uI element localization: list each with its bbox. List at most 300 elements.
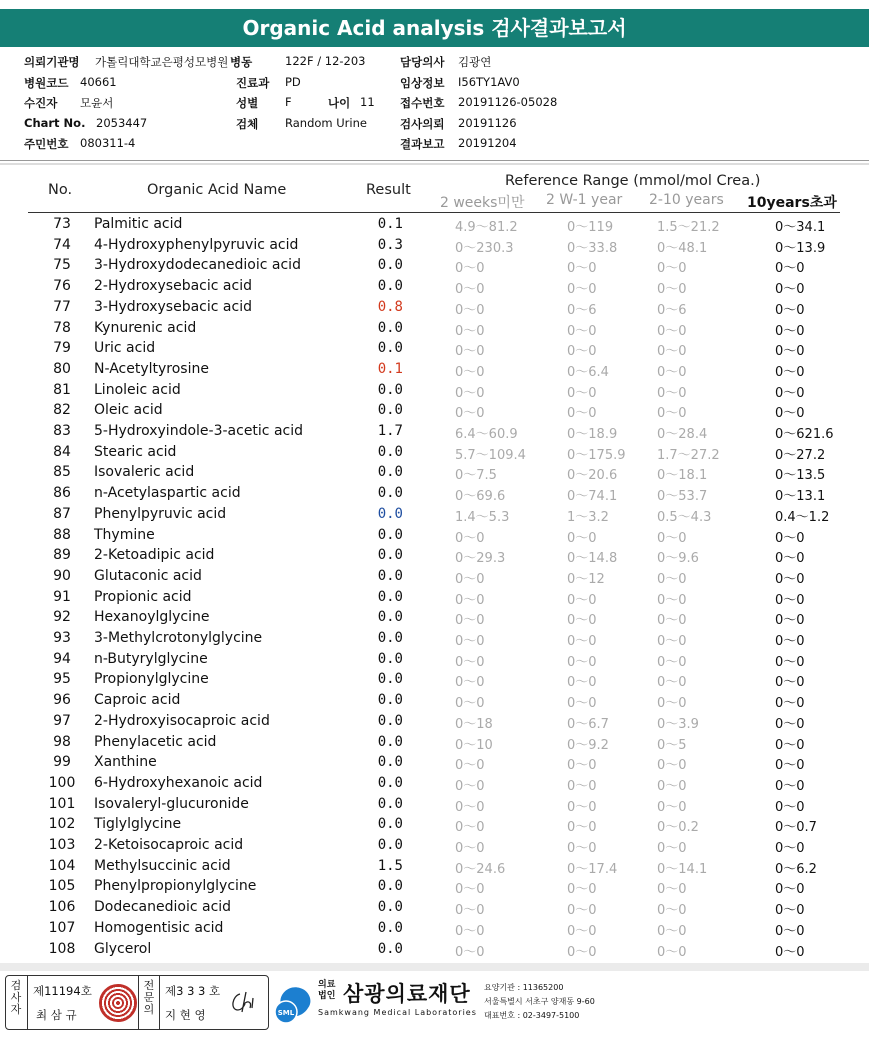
row-result: 0.0 — [377, 340, 403, 357]
range-2w: 0～7.5 — [455, 468, 497, 484]
range-1y: 0～0 — [567, 323, 597, 339]
examiner-id: 제11194호 — [33, 984, 92, 998]
row-result: 0.0 — [377, 485, 403, 502]
lab-name-text: 삼광의료재단 — [343, 982, 471, 1006]
info-label: 담당의사 — [400, 55, 445, 69]
range-1y: 0～0 — [567, 696, 597, 712]
contact-address: 서울특별시 서초구 양재동 9-60 — [484, 997, 595, 1006]
range-10y: 0～0 — [657, 654, 687, 670]
range-10y: 0～0 — [657, 882, 687, 898]
table-row — [0, 837, 869, 858]
row-result: 1.5 — [377, 857, 403, 874]
row-name: 2-Hydroxyisocaproic acid — [94, 712, 270, 729]
range-2w: 0～24.6 — [455, 861, 506, 877]
info-value: 2053447 — [96, 116, 148, 130]
table-row — [0, 506, 869, 527]
row-no: 106 — [48, 899, 76, 916]
range-10y: 1.5～21.2 — [657, 220, 720, 235]
row-no: 82 — [53, 402, 71, 419]
row-no: 79 — [53, 340, 71, 357]
info-value: 122F / 12-203 — [285, 54, 366, 68]
range-10y: 0～0 — [657, 903, 687, 919]
range-1y: 0～0 — [567, 344, 597, 360]
row-name: N-Acetyltyrosine — [94, 360, 209, 377]
row-no: 76 — [53, 278, 71, 295]
table-row — [0, 858, 869, 879]
range-10y-plus: 0～0 — [775, 323, 805, 339]
range-1y: 0～33.8 — [567, 240, 618, 256]
range-10y: 0～0 — [657, 799, 687, 815]
range-2w: 0～10 — [455, 737, 493, 753]
row-result: 0.0 — [377, 899, 403, 916]
range-2w: 0～0 — [455, 302, 485, 318]
header-reference: Reference Range (mmol/mol Crea.) — [505, 173, 761, 189]
row-result: 0.0 — [377, 837, 403, 853]
range-10y-plus: 0～34.1 — [775, 220, 826, 235]
row-no: 91 — [53, 588, 71, 605]
contact-phone: 대표번호 : 02-3497-5100 — [484, 1011, 580, 1020]
row-name: Propionic acid — [94, 588, 192, 605]
range-10y-plus: 0～0 — [775, 944, 805, 960]
range-10y: 0～0 — [657, 364, 687, 380]
table-row — [0, 257, 869, 278]
range-10y-plus: 0～0 — [775, 737, 805, 753]
row-no: 85 — [53, 464, 71, 481]
table-row — [0, 402, 869, 423]
row-no: 77 — [53, 298, 71, 315]
row-result: 0.0 — [377, 257, 403, 274]
range-10y: 0～0 — [657, 592, 687, 608]
table-row — [0, 651, 869, 672]
row-name: Phenylacetic acid — [94, 733, 217, 750]
header-range-3: 2-10 years — [649, 192, 724, 208]
info-label: 결과보고 — [400, 137, 445, 151]
range-2w: 0～0 — [455, 344, 485, 360]
info-label: 진료과 — [236, 76, 270, 90]
range-10y-plus: 0～0 — [775, 799, 805, 815]
table-row — [0, 796, 869, 817]
row-result: 0.0 — [377, 464, 403, 481]
range-1y: 0～0 — [567, 282, 597, 298]
row-no: 94 — [53, 650, 71, 667]
range-10y-plus: 0～0 — [775, 675, 805, 691]
examiner-label: 검사자 — [10, 979, 22, 1016]
range-10y-plus: 0～0 — [775, 716, 805, 732]
range-1y: 0～0 — [567, 261, 597, 277]
row-name: Xanthine — [94, 754, 157, 771]
row-no: 88 — [53, 526, 71, 543]
lab-eng: Samkwang Medical Laboratories — [318, 1008, 477, 1017]
specialist-label: 전문의 — [143, 979, 155, 1016]
table-row — [0, 278, 869, 299]
range-10y-plus: 0～0 — [775, 406, 805, 422]
row-result: 0.0 — [377, 547, 403, 564]
row-result: 0.0 — [377, 630, 403, 646]
range-1y: 0～0 — [567, 592, 597, 608]
range-10y: 0～9.6 — [657, 551, 699, 567]
table-row — [0, 692, 869, 713]
range-10y-plus: 0～621.6 — [775, 427, 834, 442]
range-10y-plus: 0～0 — [775, 778, 805, 794]
range-2w: 0～29.3 — [455, 551, 506, 567]
row-no: 107 — [48, 919, 76, 936]
row-result: 0.0 — [377, 609, 403, 626]
contact-code: 요양기관 : 11365200 — [484, 983, 564, 992]
range-10y: 0～0 — [657, 323, 687, 339]
range-1y: 1～3.2 — [567, 509, 609, 525]
range-1y: 0～0 — [567, 613, 597, 629]
table-row — [0, 237, 869, 258]
table-row — [0, 382, 869, 403]
range-1y: 0～18.9 — [567, 427, 618, 442]
table-row — [0, 485, 869, 506]
range-10y: 0.5～4.3 — [657, 509, 712, 525]
range-10y-plus: 0～0 — [775, 551, 805, 567]
range-2w: 0～0 — [455, 323, 485, 339]
row-result: 0.0 — [377, 567, 403, 584]
range-1y: 0～0 — [567, 675, 597, 691]
row-result: 0.0 — [377, 671, 403, 688]
range-10y: 0～0 — [657, 923, 687, 939]
range-2w: 0～0 — [455, 778, 485, 794]
row-no: 73 — [53, 216, 71, 232]
range-10y: 0～0 — [657, 530, 687, 546]
range-10y-plus: 0～0 — [775, 261, 805, 277]
row-no: 84 — [53, 443, 71, 460]
table-row — [0, 816, 869, 837]
range-2w: 0～69.6 — [455, 489, 506, 505]
range-1y: 0～0 — [567, 778, 597, 794]
row-no: 99 — [53, 754, 71, 771]
range-10y: 0～3.9 — [657, 716, 699, 732]
range-2w: 0～0 — [455, 261, 485, 277]
range-10y: 0～6 — [657, 302, 687, 318]
table-row — [0, 464, 869, 485]
row-no: 105 — [48, 878, 76, 895]
row-name: 2-Ketoisocaproic acid — [94, 837, 244, 853]
range-1y: 0～0 — [567, 758, 597, 774]
row-result: 0.0 — [377, 878, 403, 895]
range-2w: 0～0 — [455, 923, 485, 939]
row-name: Isovaleryl-glucuronide — [94, 795, 249, 812]
range-10y: 0～53.7 — [657, 489, 708, 505]
range-1y: 0～74.1 — [567, 489, 618, 505]
table-row — [0, 920, 869, 941]
range-10y-plus: 0～0.7 — [775, 820, 817, 836]
table-row — [0, 568, 869, 589]
range-10y-plus: 0～0 — [775, 923, 805, 939]
row-no: 89 — [53, 547, 71, 564]
row-result: 0.8 — [377, 298, 403, 315]
signature-box — [5, 975, 269, 1030]
info-value: 모윤서 — [80, 96, 114, 110]
info-label: 나이 — [328, 96, 351, 110]
table-row — [0, 589, 869, 610]
range-2w: 0～0 — [455, 592, 485, 608]
specialist-id: 제3 3 3 호 — [165, 984, 221, 998]
header-range-4: 10years초과 — [747, 195, 837, 211]
row-name: Uric acid — [94, 340, 156, 357]
range-2w: 0～0 — [455, 282, 485, 298]
range-2w: 0～0 — [455, 654, 485, 670]
sml-logo-icon — [272, 978, 320, 1026]
range-2w: 0～0 — [455, 903, 485, 919]
table-row — [0, 878, 869, 899]
info-label: Chart No. — [24, 116, 86, 130]
range-2w: 0～0 — [455, 571, 485, 587]
row-no: 104 — [48, 857, 76, 874]
row-name: Glycerol — [94, 940, 152, 957]
row-name: Methylsuccinic acid — [94, 857, 231, 874]
row-name: 3-Methylcrotonylglycine — [94, 630, 263, 646]
range-1y: 0～17.4 — [567, 861, 618, 877]
row-result: 0.0 — [377, 650, 403, 667]
row-name: Tiglylglycine — [94, 816, 182, 833]
row-result: 0.3 — [377, 236, 403, 253]
row-result: 0.0 — [377, 733, 403, 750]
row-name: 2-Hydroxysebacic acid — [94, 278, 252, 295]
header-name: Organic Acid Name — [147, 182, 287, 198]
table-row — [0, 444, 869, 465]
row-no: 98 — [53, 733, 71, 750]
range-2w: 0～18 — [455, 716, 493, 732]
range-10y: 0～0 — [657, 634, 687, 649]
info-label: 임상정보 — [400, 76, 445, 90]
table-row — [0, 899, 869, 920]
range-10y-plus: 0～0 — [775, 364, 805, 380]
range-1y: 0～0 — [567, 799, 597, 815]
row-no: 87 — [53, 505, 71, 522]
range-1y: 0～0 — [567, 820, 597, 836]
range-2w: 0～0 — [455, 882, 485, 898]
table-row — [0, 630, 869, 651]
row-result: 0.0 — [377, 795, 403, 812]
range-2w: 0～0 — [455, 613, 485, 629]
row-result: 0.0 — [377, 505, 403, 522]
range-2w: 0～0 — [455, 696, 485, 712]
row-result: 0.0 — [377, 754, 403, 771]
row-name: Phenylpyruvic acid — [94, 505, 227, 522]
row-result: 0.0 — [377, 402, 403, 419]
row-result: 0.0 — [377, 526, 403, 543]
range-10y-plus: 0～0 — [775, 654, 805, 670]
table-row — [0, 361, 869, 382]
table-row — [0, 754, 869, 775]
row-name: Glutaconic acid — [94, 567, 202, 584]
row-name: Kynurenic acid — [94, 319, 197, 336]
info-value: F — [285, 95, 292, 109]
range-10y-plus: 0～0 — [775, 530, 805, 546]
row-result: 0.0 — [377, 919, 403, 936]
row-no: 96 — [53, 692, 71, 709]
row-no: 80 — [53, 360, 71, 377]
range-10y: 0～0 — [657, 841, 687, 856]
report-title: Organic Acid analysis 검사결과보고서 — [0, 9, 869, 47]
range-2w: 1.4～5.3 — [455, 509, 510, 525]
table-row — [0, 527, 869, 548]
range-1y: 0～119 — [567, 220, 614, 235]
info-label: 병동 — [230, 55, 253, 69]
range-10y: 0～0.2 — [657, 820, 699, 836]
info-label: 의뢰기관명 — [24, 55, 80, 69]
row-no: 81 — [53, 381, 71, 398]
header-range-2: 2 W-1 year — [546, 192, 623, 208]
row-name: Homogentisic acid — [94, 919, 224, 936]
row-no: 83 — [53, 423, 71, 439]
range-10y-plus: 0～0 — [775, 882, 805, 898]
range-10y-plus: 0～0 — [775, 903, 805, 919]
table-row — [0, 734, 869, 755]
row-name: 3-Hydroxysebacic acid — [94, 298, 252, 315]
range-1y: 0～0 — [567, 530, 597, 546]
info-label: 검체 — [236, 117, 259, 131]
header-rule — [28, 212, 840, 213]
row-no: 108 — [48, 940, 76, 957]
range-10y-plus: 0～0 — [775, 613, 805, 629]
range-1y: 0～14.8 — [567, 551, 618, 567]
info-label: 주민번호 — [24, 137, 69, 151]
row-result: 0.0 — [377, 278, 403, 295]
row-result: 0.1 — [377, 360, 403, 377]
table-row — [0, 775, 869, 796]
range-1y: 0～9.2 — [567, 737, 609, 753]
row-no: 90 — [53, 567, 71, 584]
row-result: 0.0 — [377, 319, 403, 336]
row-no: 92 — [53, 609, 71, 626]
row-name: Hexanoylglycine — [94, 609, 210, 626]
lab-contact — [484, 981, 595, 1023]
row-no: 75 — [53, 257, 71, 274]
row-name: 6-Hydroxyhexanoic acid — [94, 774, 263, 791]
range-10y: 0～18.1 — [657, 468, 708, 484]
range-10y-plus: 0～13.1 — [775, 489, 826, 505]
range-2w: 0～0 — [455, 406, 485, 422]
info-value: 20191204 — [458, 136, 517, 150]
row-no: 86 — [53, 485, 71, 502]
range-2w: 0～0 — [455, 820, 485, 836]
table-row — [0, 216, 869, 237]
range-10y: 0～14.1 — [657, 861, 708, 877]
specialist-name: 지 현 영 — [165, 1008, 206, 1022]
range-10y: 0～5 — [657, 737, 687, 753]
row-no: 102 — [48, 816, 76, 833]
range-1y: 0～12 — [567, 571, 605, 587]
range-10y: 0～0 — [657, 344, 687, 360]
range-1y: 0～0 — [567, 634, 597, 649]
row-name: Palmitic acid — [94, 216, 183, 232]
examiner-seal-icon — [99, 984, 137, 1022]
row-name: 3-Hydroxydodecanedioic acid — [94, 257, 301, 274]
lab-prefix: 의료 법인 — [318, 980, 336, 1001]
range-1y: 0～0 — [567, 385, 597, 401]
range-2w: 6.4～60.9 — [455, 427, 518, 442]
range-10y-plus: 0.4～1.2 — [775, 509, 830, 525]
row-result: 0.0 — [377, 940, 403, 957]
patient-info — [0, 54, 869, 154]
range-10y: 0～0 — [657, 282, 687, 298]
range-1y: 0～0 — [567, 654, 597, 670]
range-10y: 0～0 — [657, 675, 687, 691]
row-no: 101 — [48, 795, 76, 812]
row-no: 93 — [53, 630, 71, 646]
range-2w: 0～0 — [455, 944, 485, 960]
row-result: 0.0 — [377, 443, 403, 460]
range-10y: 0～0 — [657, 758, 687, 774]
range-10y-plus: 0～0 — [775, 696, 805, 712]
range-10y: 0～0 — [657, 385, 687, 401]
range-10y: 1.7～27.2 — [657, 447, 720, 463]
info-label: 접수번호 — [400, 96, 445, 110]
range-2w: 0～0 — [455, 530, 485, 546]
range-1y: 0～0 — [567, 944, 597, 960]
row-no: 78 — [53, 319, 71, 336]
row-no: 97 — [53, 712, 71, 729]
table-row — [0, 299, 869, 320]
range-10y: 0～0 — [657, 571, 687, 587]
range-10y: 0～28.4 — [657, 427, 708, 442]
range-1y: 0～0 — [567, 903, 597, 919]
range-10y-plus: 0～0 — [775, 841, 805, 856]
row-result: 1.7 — [377, 423, 403, 439]
row-no: 95 — [53, 671, 71, 688]
range-1y: 0～0 — [567, 841, 597, 856]
row-name: Isovaleric acid — [94, 464, 195, 481]
range-2w: 0～0 — [455, 758, 485, 774]
row-name: n-Butyrylglycine — [94, 650, 208, 667]
row-no: 100 — [48, 774, 76, 791]
info-label: 병원코드 — [24, 76, 69, 90]
range-10y-plus: 0～0 — [775, 571, 805, 587]
footer-band — [0, 963, 869, 971]
info-value: 11 — [360, 95, 375, 109]
range-10y-plus: 0～6.2 — [775, 861, 817, 877]
range-10y-plus: 0～0 — [775, 385, 805, 401]
row-name: Thymine — [94, 526, 155, 543]
row-name: Caproic acid — [94, 692, 181, 709]
divider — [0, 160, 869, 161]
range-10y-plus: 0～0 — [775, 282, 805, 298]
info-value: 080311-4 — [80, 136, 136, 150]
range-10y: 0～0 — [657, 944, 687, 960]
range-1y: 0～0 — [567, 923, 597, 939]
table-row — [0, 671, 869, 692]
header-no: No. — [48, 182, 73, 198]
range-2w: 0～0 — [455, 385, 485, 401]
table-row — [0, 941, 869, 962]
info-value: 김광연 — [458, 55, 492, 69]
range-1y: 0～20.6 — [567, 468, 618, 484]
row-result: 0.0 — [377, 816, 403, 833]
range-2w: 0～0 — [455, 799, 485, 815]
range-2w: 0～0 — [455, 634, 485, 649]
range-1y: 0～175.9 — [567, 447, 626, 463]
info-label: 수진자 — [24, 96, 58, 110]
row-result: 0.0 — [377, 381, 403, 398]
row-no: 74 — [53, 236, 71, 253]
range-10y: 0～48.1 — [657, 240, 708, 256]
info-label: 성별 — [236, 96, 259, 110]
range-10y-plus: 0～0 — [775, 344, 805, 360]
info-label: 검사의뢰 — [400, 117, 445, 131]
info-value: 20191126 — [458, 116, 517, 130]
row-name: 5-Hydroxyindole-3-acetic acid — [94, 423, 304, 439]
table-row — [0, 423, 869, 444]
divider — [0, 163, 869, 165]
range-1y: 0～0 — [567, 406, 597, 422]
row-result: 0.1 — [377, 216, 403, 232]
range-10y-plus: 0～0 — [775, 634, 805, 649]
info-value: 40661 — [80, 75, 117, 89]
